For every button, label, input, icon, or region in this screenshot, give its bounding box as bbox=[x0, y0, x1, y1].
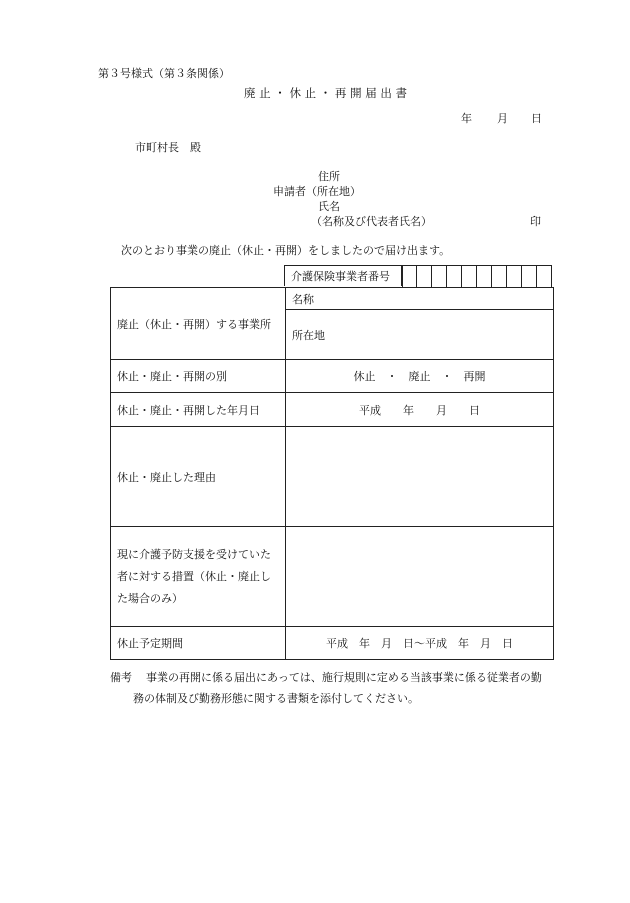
date-value[interactable]: 平成 年 月 日 bbox=[286, 393, 554, 427]
table-row bbox=[111, 288, 554, 310]
insurance-number-digit-box[interactable] bbox=[537, 265, 552, 287]
reason-field[interactable] bbox=[286, 427, 554, 527]
remarks-line-2: 務の体制及び勤務形態に関する書類を添付してください。 bbox=[133, 692, 419, 705]
insurance-number-digit-box[interactable] bbox=[402, 265, 417, 287]
date-year-label: 年 bbox=[461, 112, 472, 125]
remarks-label: 備考 bbox=[110, 671, 132, 684]
table-row bbox=[111, 627, 554, 660]
office-label: 廃止（休止・再開）する事業所 bbox=[111, 288, 286, 360]
office-name-field[interactable] bbox=[286, 288, 554, 310]
measures-field[interactable] bbox=[286, 527, 554, 627]
table-row bbox=[111, 527, 554, 627]
office-name-label: 名称 bbox=[292, 292, 314, 306]
period-label: 休止予定期間 bbox=[111, 627, 286, 660]
name-detail: （名称及び代表者氏名） bbox=[311, 215, 432, 228]
date-day-label: 日 bbox=[531, 112, 542, 125]
period-value[interactable]: 平成 年 月 日～平成 年 月 日 bbox=[286, 627, 554, 660]
insurance-number-digit-box[interactable] bbox=[492, 265, 507, 287]
insurance-number-digit-box[interactable] bbox=[432, 265, 447, 287]
measures-label-line-1: 現に介護予防支援を受けていた bbox=[117, 547, 271, 561]
type-value[interactable]: 休止 ・ 廃止 ・ 再開 bbox=[286, 360, 554, 393]
remarks-line-1: 事業の再開に係る届出にあっては、施行規則に定める当該事業に係る従業者の勤 bbox=[146, 671, 542, 684]
insurance-number-digit-box[interactable] bbox=[522, 265, 537, 287]
form-table bbox=[110, 287, 554, 660]
type-label: 休止・廃止・再開の別 bbox=[111, 360, 286, 393]
form-number: 第３号様式（第３条関係） bbox=[98, 67, 230, 80]
insurance-number-digit-box[interactable] bbox=[477, 265, 492, 287]
table-row bbox=[111, 360, 554, 393]
seal-mark: 印 bbox=[530, 215, 541, 228]
addressee: 市町村長 殿 bbox=[135, 141, 201, 154]
insurance-number-label-text: 介護保険事業者番号 bbox=[291, 270, 390, 283]
table-row bbox=[111, 393, 554, 427]
measures-label-line-2: 者に対する措置（休止・廃止し bbox=[117, 569, 271, 583]
insurance-number-label bbox=[284, 265, 402, 286]
reason-label: 休止・廃止した理由 bbox=[111, 427, 286, 527]
measures-label-line-3: た場合のみ） bbox=[117, 591, 183, 605]
office-location-label: 所在地 bbox=[292, 328, 325, 342]
document-title: 廃 止 ・ 休 止 ・ 再 開 届 出 書 bbox=[244, 86, 408, 100]
measures-label bbox=[111, 527, 286, 627]
date-month-label: 月 bbox=[497, 112, 508, 125]
insurance-number-digit-box[interactable] bbox=[462, 265, 477, 287]
table-row bbox=[111, 427, 554, 527]
insurance-number-digit-box[interactable] bbox=[507, 265, 522, 287]
insurance-number-digit-box[interactable] bbox=[447, 265, 462, 287]
address-label: 住所 bbox=[318, 170, 340, 183]
office-location-field[interactable] bbox=[286, 310, 554, 360]
insurance-number-boxes bbox=[402, 265, 552, 287]
insurance-number-digit-box[interactable] bbox=[417, 265, 432, 287]
applicant-label: 申請者（所在地） bbox=[273, 185, 361, 198]
date-label: 休止・廃止・再開した年月日 bbox=[111, 393, 286, 427]
intro-text: 次のとおり事業の廃止（休止・再開）をしましたので届け出ます。 bbox=[121, 244, 451, 257]
name-label: 氏名 bbox=[318, 200, 340, 213]
